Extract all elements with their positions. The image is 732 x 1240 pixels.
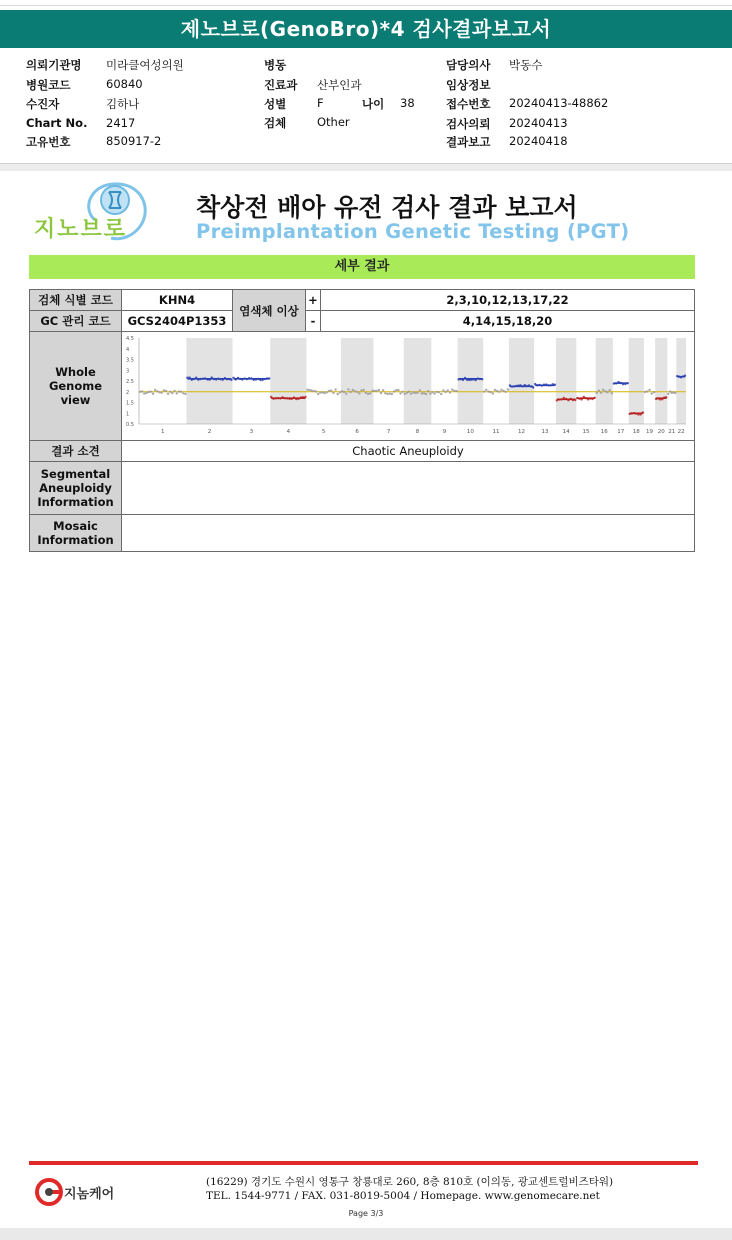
cnv-point-chr1 (150, 391, 152, 393)
x-tick-label: 17 (617, 429, 625, 435)
cnv-point-chr7 (402, 391, 404, 393)
value-receipt-no: 20240413-48862 (509, 96, 609, 110)
cnv-point-chr8 (410, 393, 412, 395)
cnv-point-chr6 (369, 392, 371, 394)
footer-address-block (206, 1175, 613, 1203)
x-tick-label: 9 (442, 429, 447, 435)
cnv-point-chr9 (451, 389, 453, 391)
cnv-point-chr8 (404, 393, 406, 395)
x-tick-label: 11 (492, 429, 500, 435)
cnv-point-chr6 (347, 388, 349, 390)
sample-id-value: KHN4 (122, 290, 233, 311)
footer-contact: TEL. 1544-9771 / FAX. 031-8019-5004 / Homepage. www.genomecare.net (206, 1190, 600, 1202)
cnv-point-chr1 (152, 393, 154, 395)
cnv-point-chr7 (378, 389, 380, 391)
cnv-point-chr6 (352, 389, 354, 391)
y-tick-label: 2 (126, 389, 130, 396)
cnv-point-chr16 (596, 392, 598, 394)
x-tick-label: 3 (249, 429, 254, 435)
cnv-point-chr6 (363, 389, 365, 391)
cnv-point-chr8 (425, 393, 427, 395)
chromosome-band-14 (556, 338, 576, 424)
finding-value: Chaotic Aneuploidy (122, 441, 695, 462)
cnv-point-chr5 (315, 390, 317, 392)
results-table (29, 289, 695, 552)
label-age: 나이 (362, 97, 385, 111)
x-tick-label: 6 (355, 429, 359, 435)
x-tick-label: 15 (582, 429, 590, 435)
cnv-point-chr7 (373, 390, 375, 392)
loss-chromosomes: 4,14,15,18,20 (321, 311, 695, 332)
segmental-label: Segmental Aneuploidy Information (30, 462, 122, 515)
cnv-point-chr1 (139, 391, 141, 393)
cnv-point-chr1 (184, 393, 186, 395)
cnv-point-chr8 (429, 393, 431, 395)
chromosome-band-16 (596, 338, 613, 424)
label-specimen: 검체 (264, 116, 287, 130)
cnv-point-chr16 (602, 389, 604, 391)
label-hospital-code: 병원코드 (26, 78, 71, 92)
cnv-point-chr8 (423, 392, 425, 394)
cnv-point-chr1 (180, 391, 182, 393)
cnv-point-chr1 (163, 389, 165, 391)
cnv-point-chr8 (427, 390, 429, 392)
cnv-point-chr16 (606, 391, 608, 393)
cnv-point-chr5 (332, 392, 334, 394)
genome-view-label: Whole Genome view (30, 332, 122, 441)
x-tick-label: 22 (677, 429, 685, 435)
chromosome-band-10 (458, 338, 484, 424)
cnv-point-chr5 (313, 390, 315, 392)
cnv-point-chr1 (167, 393, 169, 395)
cnv-point-chr5 (311, 389, 313, 391)
value-specimen: Other (317, 115, 350, 129)
cnv-point-chr5 (330, 389, 332, 391)
label-report-date: 결과보고 (446, 135, 491, 149)
genome-view-chart (122, 332, 694, 437)
value-age: 38 (400, 96, 415, 110)
cnv-point-chr6 (365, 392, 367, 394)
value-chart-no: 2417 (106, 116, 136, 130)
cnv-point-chr16 (598, 389, 600, 391)
gain-chromosomes: 2,3,10,12,13,17,22 (321, 290, 695, 311)
cnv-point-chr9 (444, 391, 446, 393)
cnv-point-chr1 (182, 392, 184, 394)
cnv-point-chr8 (412, 391, 414, 393)
cnv-point-chr16 (604, 390, 606, 392)
cnv-point-chr7 (380, 392, 382, 394)
bottom-border (0, 1228, 732, 1240)
report-title: 착상전 배아 유전 검사 결과 보고서 (196, 193, 578, 222)
label-chart-no: Chart No. (26, 116, 88, 130)
label-clinical-info: 임상정보 (446, 78, 491, 92)
cnv-point-chr9 (455, 390, 457, 392)
x-tick-label: 18 (632, 429, 640, 435)
mosaic-label: Mosaic Information (30, 515, 122, 552)
cnv-point-chr11 (498, 391, 500, 393)
x-tick-label: 19 (646, 429, 654, 435)
cnv-point-chr1 (154, 389, 156, 391)
cnv-point-chr1 (178, 390, 180, 392)
cnv-point-chr7 (384, 392, 386, 394)
cnv-point-chr8 (419, 389, 421, 391)
label-patient: 수진자 (26, 97, 60, 111)
x-tick-label: 21 (668, 429, 676, 435)
label-ward: 병동 (264, 58, 287, 72)
minus-sign: - (306, 311, 321, 332)
y-tick-label: 0.5 (126, 422, 134, 428)
x-tick-label: 14 (562, 429, 570, 435)
cnv-point-chr8 (414, 392, 416, 394)
value-request-date: 20240413 (509, 116, 568, 130)
mosaic-value (122, 515, 695, 552)
chromosome-band-6 (341, 338, 374, 424)
cnv-point-chr11 (502, 390, 504, 392)
y-tick-label: 4.5 (126, 336, 134, 342)
cnv-point-chr11 (485, 389, 487, 391)
chromosome-band-4 (270, 338, 306, 424)
cnv-point-chr8 (421, 392, 423, 394)
y-tick-label: 3.5 (126, 357, 134, 364)
cnv-point-chr7 (393, 390, 395, 392)
cnv-point-chr6 (345, 393, 347, 395)
cnv-point-chr5 (334, 388, 336, 390)
top-border (0, 0, 732, 6)
y-tick-label: 1 (126, 411, 130, 418)
abnormality-label: 염색체 이상 (233, 290, 306, 332)
cnv-point-chr6 (356, 391, 358, 393)
cnv-point-chr6 (341, 390, 343, 392)
x-tick-label: 8 (415, 429, 420, 435)
label-receipt-no: 접수번호 (446, 97, 491, 111)
cnv-point-chr5 (328, 390, 330, 392)
cnv-point-chr7 (391, 393, 393, 395)
cnv-point-chr5 (321, 391, 323, 393)
cnv-point-chr8 (416, 392, 418, 394)
x-tick-label: 4 (286, 429, 291, 435)
cnv-point-chr11 (483, 390, 485, 392)
value-department: 산부인과 (317, 78, 362, 92)
chromosome-band-20 (655, 338, 667, 424)
y-tick-label: 1.5 (126, 400, 134, 407)
cnv-point-chr9 (447, 389, 449, 391)
x-tick-label: 20 (657, 429, 665, 435)
cnv-point-chr16 (609, 389, 611, 391)
y-tick-label: 2.5 (126, 379, 134, 385)
cnv-point-chr11 (494, 389, 496, 391)
cnv-point-chr5 (337, 393, 339, 395)
cnv-point-chr7 (399, 392, 401, 394)
x-tick-label: 2 (207, 429, 212, 435)
chromosome-band-22 (676, 338, 686, 424)
x-tick-label: 16 (600, 429, 608, 435)
cnv-point-chr19 (653, 391, 655, 393)
gc-code-label: GC 관리 코드 (30, 311, 122, 332)
x-tick-label: 12 (518, 429, 526, 435)
cnv-point-chr5 (317, 393, 319, 395)
logo-text: 지노브로 (34, 217, 128, 242)
sample-id-label: 검체 식별 코드 (30, 290, 122, 311)
cnv-point-chr1 (173, 390, 175, 392)
gc-code-value: GCS2404P1353 (122, 311, 233, 332)
cnv-point-chr6 (349, 391, 351, 393)
cnv-point-chr19 (644, 391, 646, 393)
cnv-point-chr9 (433, 392, 435, 394)
cnv-point-chr7 (375, 390, 377, 392)
cnv-point-chr6 (360, 389, 362, 391)
segmental-value (122, 462, 695, 515)
cnv-point-chr9 (440, 393, 442, 395)
section-divider (0, 163, 732, 171)
cnv-point-chr11 (500, 389, 502, 391)
page-number: Page 3/3 (348, 1209, 384, 1218)
value-sex: F (317, 96, 324, 110)
cnv-point-chr19 (648, 389, 650, 391)
cnv-point-chr7 (397, 389, 399, 391)
genome-view-cell (122, 332, 695, 441)
cnv-point-chr6 (343, 391, 345, 393)
section-title: 세부 결과 (29, 255, 695, 279)
x-tick-label: 1 (160, 429, 165, 435)
cnv-point-chr5 (326, 391, 328, 393)
label-sex: 성별 (264, 97, 287, 111)
cnv-point-chr5 (308, 389, 310, 391)
cnv-point-chr11 (487, 390, 489, 392)
report-subtitle: Preimplantation Genetic Testing (PGT) (196, 220, 630, 243)
cnv-point-chr9 (453, 390, 455, 392)
chromosome-band-8 (404, 338, 432, 424)
cnv-point-chr7 (389, 393, 391, 395)
cnv-point-chr8 (406, 392, 408, 394)
plus-sign: + (306, 290, 321, 311)
cnv-point-chr1 (160, 392, 162, 394)
footer-divider (29, 1161, 698, 1165)
cnv-point-chr1 (143, 392, 145, 394)
cnv-point-chr19 (646, 390, 648, 392)
cnv-point-chr7 (386, 393, 388, 395)
cnv-point-chr9 (449, 391, 451, 393)
finding-label: 결과 소견 (30, 441, 122, 462)
cnv-point-chr6 (367, 393, 369, 395)
cnv-point-chr1 (171, 392, 173, 394)
x-tick-label: 5 (321, 429, 326, 435)
cnv-point-chr11 (496, 390, 498, 392)
value-doctor: 박동수 (509, 58, 543, 72)
cnv-point-chr9 (436, 391, 438, 393)
label-institution: 의뢰기관명 (26, 58, 82, 72)
y-tick-label: 4 (126, 346, 130, 353)
value-report-date: 20240418 (509, 134, 568, 148)
cnv-point-chr11 (507, 388, 509, 390)
label-doctor: 담당의사 (446, 58, 491, 72)
footer-company: 지놈케어 (64, 1187, 115, 1202)
cnv-point-chr16 (600, 392, 602, 394)
cnv-point-chr11 (489, 391, 491, 393)
cnv-point-chr11 (505, 391, 507, 393)
chromosome-band-2 (186, 338, 232, 424)
cnv-point-chr5 (319, 391, 321, 393)
cnv-point-chr16 (611, 392, 613, 394)
value-patient: 김하나 (106, 97, 140, 111)
cnv-point-chr7 (395, 389, 397, 391)
cnv-point-chr9 (442, 389, 444, 391)
x-tick-label: 10 (466, 429, 474, 435)
cnv-point-chr6 (358, 392, 360, 394)
cnv-point-chr5 (306, 389, 308, 391)
y-tick-label: 3 (126, 368, 130, 375)
report-banner: 제노브로(GenoBro)*4 검사결과보고서 (0, 10, 732, 48)
cnv-point-chr1 (169, 391, 171, 393)
cnv-point-chr21 (667, 393, 669, 395)
footer-address: (16229) 경기도 수원시 영통구 창룡대로 260, 8층 810호 (이의동, 광교센트럴비즈타워) (206, 1176, 614, 1188)
cnv-point-chr8 (408, 391, 410, 393)
cnv-point-chr1 (141, 390, 143, 392)
cnv-point-chr11 (492, 392, 494, 394)
cnv-point-chr1 (148, 391, 150, 393)
label-unique-no: 고유번호 (26, 135, 71, 149)
cnv-point-chr1 (165, 390, 167, 392)
value-hospital-code: 60840 (106, 77, 143, 91)
cnv-point-chr6 (354, 390, 356, 392)
cnv-point-chr19 (651, 392, 653, 394)
cnv-point-chr1 (176, 392, 178, 394)
value-institution: 미라클여성의원 (106, 58, 184, 72)
chromosome-band-18 (629, 338, 644, 424)
cnv-point-chr9 (438, 391, 440, 393)
chromosome-band-12 (509, 338, 534, 424)
cnv-point-chr1 (145, 392, 147, 394)
cnv-point-chr5 (324, 392, 326, 394)
cnv-point-chr1 (158, 391, 160, 393)
value-unique-no: 850917-2 (106, 134, 162, 148)
label-department: 진료과 (264, 78, 298, 92)
cnv-point-chr21 (674, 392, 676, 394)
x-tick-label: 7 (386, 429, 391, 435)
label-request-date: 검사의뢰 (446, 117, 491, 131)
x-tick-label: 13 (541, 429, 549, 435)
cnv-point-chr1 (156, 390, 158, 392)
cnv-point-chr7 (382, 389, 384, 391)
cnv-point-chr9 (431, 391, 433, 393)
